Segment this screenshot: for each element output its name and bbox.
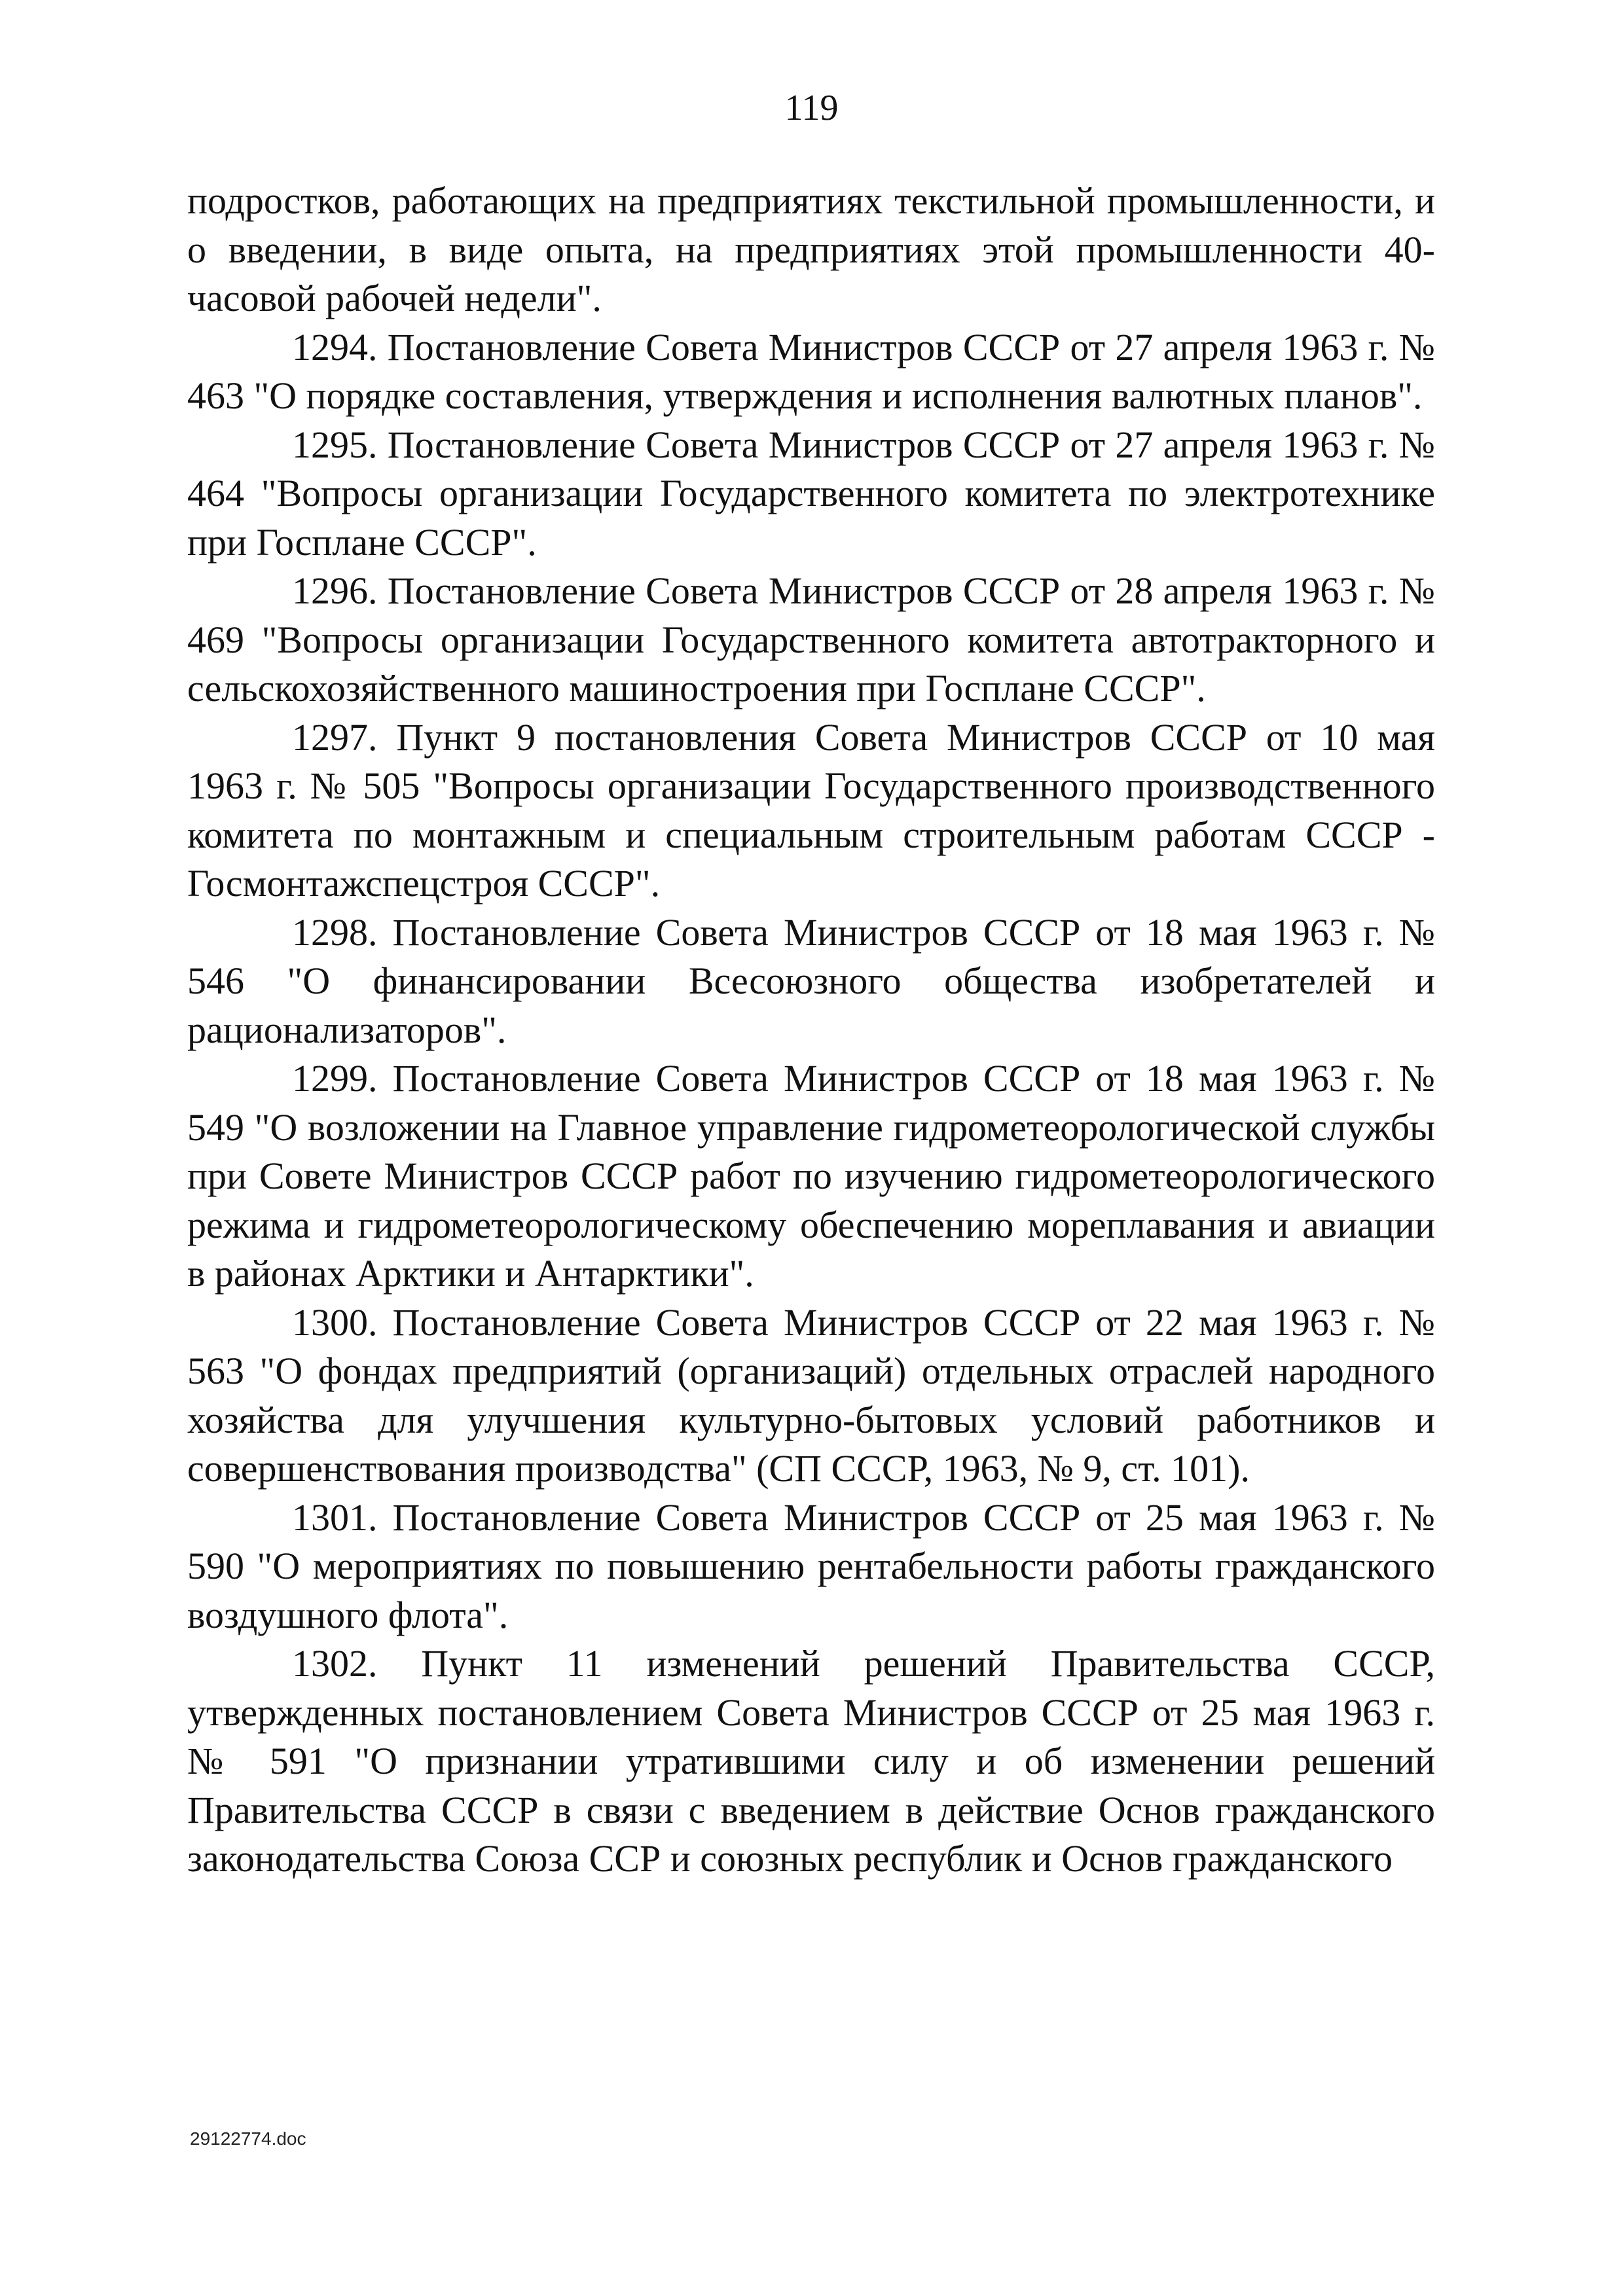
- list-item-1299: 1299. Постановление Совета Министров СССР от 18 мая 1963 г. № 549 "О возложении на Главное управление гидрометеорологической службы при Совете Министров СССР работ по изучению гидрометеорологического режима и гидрометеорологическому обеспечению мореплавания и авиации в районах Арктики и Антарктики".: [187, 1057, 1435, 1295]
- list-item-1297: 1297. Пункт 9 постановления Совета Министров СССР от 10 мая 1963 г. № 505 "Вопросы организации Государственного производственного комитета по монтажным и специальным строительным работам СССР - Госмонтажспецстроя СССР".: [187, 715, 1435, 905]
- list-item-1296: 1296. Постановление Совета Министров СССР от 28 апреля 1963 г. № 469 "Вопросы организации Государственного комитета автотракторного и сельскохозяйственного машиностроения при Госплане СССР".: [187, 569, 1435, 709]
- list-item-1294: 1294. Постановление Совета Министров СССР от 27 апреля 1963 г. № 463 "О порядке составления, утверждения и исполнения валютных планов".: [187, 325, 1435, 417]
- list-item-1298: 1298. Постановление Совета Министров СССР от 18 мая 1963 г. № 546 "О финансировании Всесоюзного общества изобретателей и рационализаторов".: [187, 910, 1435, 1051]
- list-item-1300: 1300. Постановление Совета Министров СССР от 22 мая 1963 г. № 563 "О фондах предприятий (организаций) отдельных отраслей народного хозяйства для улучшения культурно-бытовых условий работников и совершенствования производства" (СП СССР, 1963, № 9, ст. 101).: [187, 1300, 1435, 1490]
- document-body: [187, 177, 1435, 1884]
- list-item-1302: 1302. Пункт 11 изменений решений Правительства СССР, утвержденных постановлением Совета Министров СССР от 25 мая 1963 г. № 591 "О признании утратившими силу и об изменении решений Правительства СССР в связи с введением в действие Основ гражданского законодательства Союза ССР и союзных республик и Основ гражданского: [187, 1642, 1435, 1880]
- list-item-1295: 1295. Постановление Совета Министров СССР от 27 апреля 1963 г. № 464 "Вопросы организации Государственного комитета по электротехнике при Госплане СССР".: [187, 423, 1435, 564]
- page-number: 119: [784, 88, 839, 128]
- paragraph-continuation: подростков, работающих на предприятиях текстильной промышленности, и о введении, в виде опыта, на предприятиях этой промышленности 40-часовой рабочей недели".: [187, 179, 1435, 319]
- list-item-1301: 1301. Постановление Совета Министров СССР от 25 мая 1963 г. № 590 "О мероприятиях по повышению рентабельности работы гражданского воздушного флота".: [187, 1496, 1435, 1636]
- footer-filename: 29122774.doc: [190, 2128, 306, 2149]
